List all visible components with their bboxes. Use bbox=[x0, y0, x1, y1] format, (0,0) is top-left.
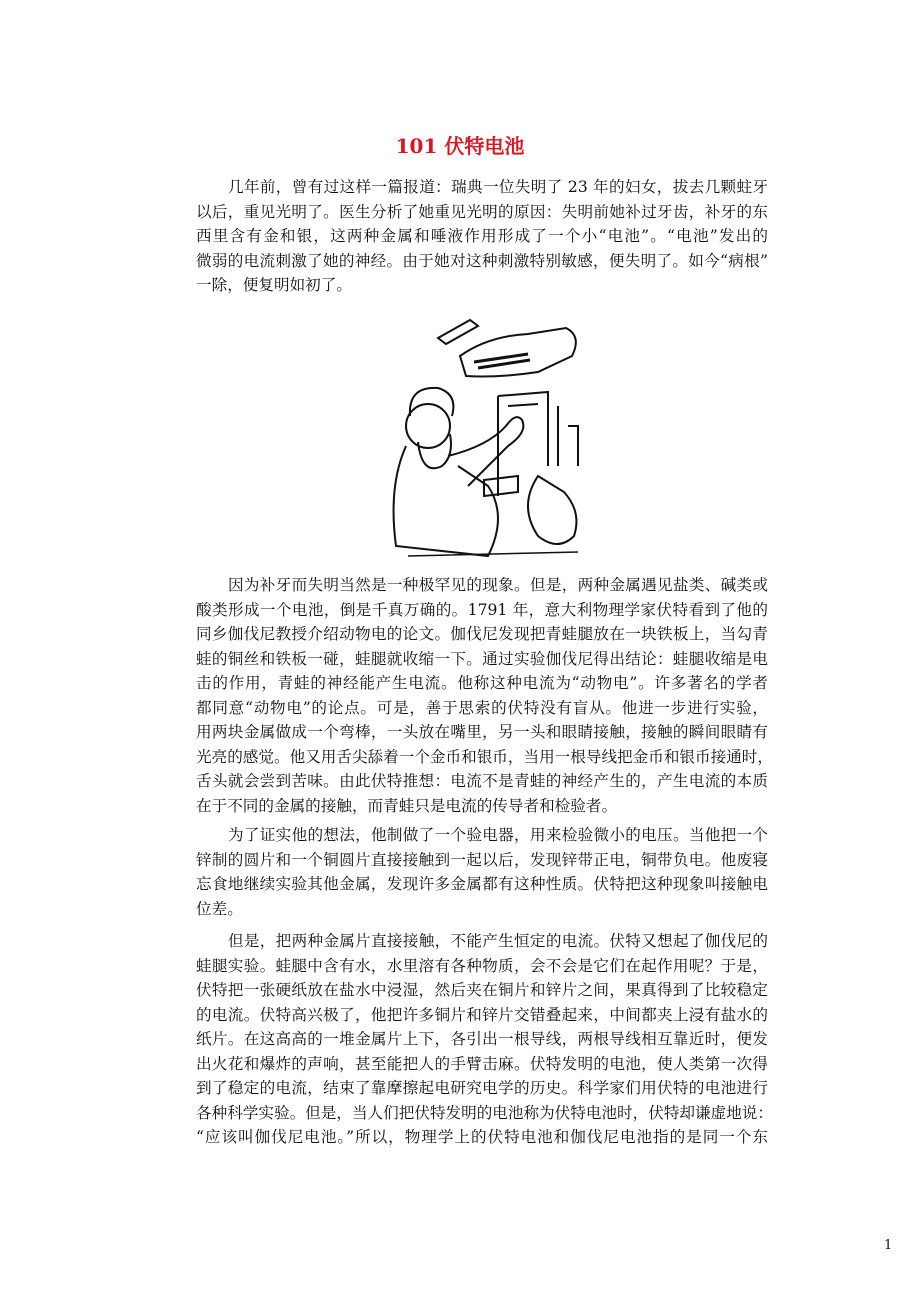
text-line: 西里含有金和银，这两种金属和唾液作用形成了一个小“电池”。“电池”发出的 bbox=[196, 227, 768, 245]
text-line: 各种科学实验。但是，当人们把伏特发明的电池称为伏特电池时，伏特却谦虚地说： bbox=[196, 1103, 773, 1122]
text-line: 位差。 bbox=[196, 899, 243, 918]
paragraph bbox=[196, 929, 773, 1150]
text-line: 一除，便复明如初了。 bbox=[196, 276, 352, 294]
text-line: 的电流。伏特高兴极了，他把许多铜片和锌片交错叠起来，中间都夹上浸有盐水的 bbox=[196, 1005, 768, 1024]
illustration-volta-experiment bbox=[388, 316, 582, 560]
text-line: 几年前，曾有过这样一篇报道：瑞典一位失明了 23 年的妇女，拔去几颗蛀牙 bbox=[228, 178, 768, 196]
text-line: 光亮的感觉。他又用舌尖舔着一个金币和银币，当用一根导线把金币和银币接通时， bbox=[196, 747, 773, 766]
text-line: 击的作用，青蛙的神经能产生电流。他称这种电流为“动物电”。许多著名的学者 bbox=[196, 674, 768, 692]
paragraph bbox=[196, 573, 773, 818]
text-line: 蛙的铜丝和铁板一碰，蛙腿就收缩一下。通过实验伽伐尼得出结论：蛙腿收缩是电 bbox=[196, 649, 768, 668]
text-line: “应该叫伽伐尼电池。”所以，物理学上的伏特电池和伽伐尼电池指的是同一个东 bbox=[196, 1128, 768, 1146]
text-line: 纸片。在这高高的一堆金属片上下，各引出一根导线，两根导线相互靠近时，便发 bbox=[196, 1030, 768, 1048]
paragraph bbox=[196, 175, 768, 298]
text-line: 在于不同的金属的接触，而青蛙只是电流的传导者和检验者。 bbox=[196, 796, 618, 815]
text-line: 微弱的电流刺激了她的神经。由于她对这种刺激特别敏感，便失明了。如今“病根” bbox=[196, 251, 768, 270]
text-line: 到了稳定的电流，结束了靠摩擦起电研究电学的历史。科学家们用伏特的电池进行 bbox=[196, 1079, 768, 1097]
page-title: 101 伏特电池 bbox=[395, 134, 525, 158]
text-line: 伏特把一张硬纸放在盐水中浸湿，然后夹在铜片和锌片之间，果真得到了比较稳定 bbox=[196, 981, 768, 999]
text-line: 舌头就会尝到苦味。由此伏特推想：电流不是青蛙的神经产生的，产生电流的本质 bbox=[196, 772, 768, 790]
text-line: 忘食地继续实验其他金属，发现许多金属都有这种性质。伏特把这种现象叫接触电 bbox=[196, 875, 768, 893]
text-line: 锌制的圆片和一个铜圆片直接接触到一起以后，发现锌带正电，铜带负电。他废寝 bbox=[196, 850, 768, 869]
text-line: 同乡伽伐尼教授介绍动物电的论文。伽伐尼发现把青蛙腿放在一块铁板上，当勾青 bbox=[196, 625, 768, 643]
paragraph bbox=[196, 823, 768, 921]
text-line: 出火花和爆炸的声响，甚至能把人的手臂击麻。伏特发明的电池，使人类第一次得 bbox=[196, 1054, 768, 1073]
text-line: 酸类形成一个电池，倒是千真万确的。1791 年，意大利物理学家伏特看到了他的 bbox=[196, 600, 768, 619]
text-line: 因为补牙而失明当然是一种极罕见的现象。但是，两种金属遇见盐类、碱类或 bbox=[228, 576, 768, 594]
text-line: 但是，把两种金属片直接接触，不能产生恒定的电流。伏特又想起了伽伐尼的 bbox=[228, 932, 768, 950]
page-number: 1 bbox=[884, 1238, 893, 1253]
text-line: 蛙腿实验。蛙腿中含有水，水里溶有各种物质，会不会是它们在起作用呢？于是， bbox=[196, 956, 768, 975]
text-line: 为了证实他的想法，他制做了一个验电器，用来检验微小的电压。当他把一个 bbox=[228, 826, 768, 844]
text-line: 都同意“动物电”的论点。可是，善于思索的伏特没有盲从。他进一步进行实验， bbox=[196, 698, 768, 717]
text-line: 用两块金属做成一个弯棒，一头放在嘴里，另一头和眼睛接触，接触的瞬间眼睛有 bbox=[196, 723, 768, 741]
text-line: 以后，重见光明了。医生分析了她重见光明的原因：失明前她补过牙齿，补牙的东 bbox=[196, 202, 768, 221]
